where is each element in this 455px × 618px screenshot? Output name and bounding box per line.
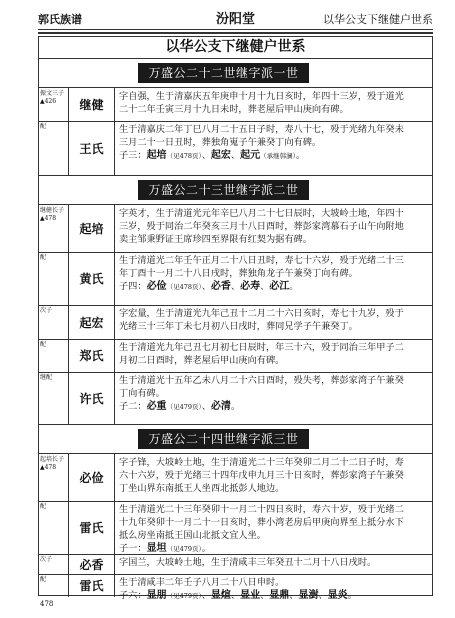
child-name: 必江 [269, 281, 290, 292]
relation-label: 继配 [40, 374, 53, 381]
generation-banner: 万盛公二十四世继字派三世 [138, 429, 309, 449]
relation-note [39, 554, 69, 574]
child-page-ref: （见479页） [166, 545, 202, 553]
child-name: 显澍 [298, 590, 319, 601]
biography-line: 生于清咸丰二年壬子八月二十八日申时。 [119, 577, 285, 588]
children-list: 子二：必重（见479页）、必清。 [119, 401, 241, 412]
person-row [39, 339, 432, 373]
relation-note [39, 372, 69, 424]
person-biography [114, 252, 432, 305]
relation-label: 振文三子 [40, 90, 65, 97]
genealogy-table [38, 36, 433, 601]
child-name: 显朋 [146, 590, 167, 601]
person-name: 必俭 [69, 454, 115, 501]
relation-note [39, 252, 69, 305]
relation-note [39, 88, 69, 121]
biography-line: 二十二年壬寅三月十九日未时，葬老屋后甲山庚向有碑。 [119, 104, 349, 115]
child-name: 显鼎 [269, 590, 290, 601]
person-name: 雷氏 [69, 501, 115, 554]
person-row [39, 88, 432, 122]
person-name: 起宏 [69, 305, 115, 339]
person-row [39, 205, 432, 253]
child-name: 显坦 [146, 543, 167, 554]
person-name: 起培 [69, 205, 115, 252]
biography-line: 十九年癸卯十一月二十一日亥时，葬小湾老房后甲庚向界至上抵分水下 [119, 517, 404, 528]
person-biography [114, 574, 432, 601]
person-name: 郑氏 [69, 339, 115, 372]
child-name: 必重 [146, 401, 167, 412]
person-biography [114, 372, 432, 424]
table-title: 以华公支下继健户世系 [39, 37, 432, 59]
biography-line: 年丁酉十一月二十八日戌时，葬独角龙子午兼癸丁向有碑。 [119, 268, 358, 279]
biography-line: 生于清道光十五年乙未八月二十六日酉时，殁失考，葬彭家湾子午兼癸 [119, 375, 404, 386]
person-biography [114, 305, 432, 339]
biography-line: 字自强，生于清嘉庆五年庚申十月十九日亥时，年四十三岁，殁于道光 [119, 91, 404, 102]
relation-note [39, 339, 69, 372]
child-page-ref: （见478页） [166, 152, 202, 160]
child-name: 显炎 [327, 590, 348, 601]
children-count-label: 子三： [119, 150, 147, 161]
person-name: 王氏 [69, 121, 115, 175]
biography-line: 三岁，殁于同治二年癸亥三月十八日酉时，葬彭家湾慕石子山午向附地 [119, 221, 404, 232]
relation-note [39, 501, 69, 554]
person-row [39, 252, 432, 306]
biography-line: 生于清道光二年壬午正月二十八日丑时，寿七十六岁，殁于光绪二十三 [119, 255, 404, 266]
biography-line: 六十六岁，殁于光绪三十四年戊申九月三十日亥时，葬彭家湾子午兼癸 [119, 470, 404, 481]
person-name: 必香 [69, 554, 115, 574]
biography-line: 生于清嘉庆二年丁巳八月二十五日子时，寿八十七，殁于光绪九年癸未 [119, 124, 404, 135]
child-name: 必寿 [240, 281, 261, 292]
biography-line: 丁向有碑。 [119, 388, 165, 399]
person-biography [114, 88, 432, 121]
relation-label: 起培长子 [40, 456, 65, 463]
generation-banner: 万盛公二十二世继字派一世 [138, 63, 309, 83]
children-list: 子三：起培（见478页）、起宏、起元（承继韩澜）。 [119, 150, 306, 161]
person-name: 黄氏 [69, 252, 115, 305]
page-header [38, 8, 433, 28]
person-biography [114, 339, 432, 372]
child-name: 显煊 [210, 590, 231, 601]
children-count-label: 子六： [119, 590, 147, 601]
person-row [39, 454, 432, 502]
child-name: 必清 [210, 401, 231, 412]
biography-line: 丁坐山界东南抵王人坐西北抵彭人地边。 [119, 483, 285, 494]
child-name: 起培 [146, 150, 167, 161]
children-count-label: 子二： [119, 401, 147, 412]
child-name: 起宏 [210, 150, 231, 161]
relation-label: 继健长子 [40, 207, 65, 214]
page-number: 478 [40, 600, 54, 608]
relation-label: 次子 [40, 307, 53, 314]
person-biography [114, 205, 432, 252]
child-name: 必俭 [146, 281, 167, 292]
biography-line: 抵么房坐南抵王国山北抵文宜人坐。 [119, 530, 266, 541]
children-list: 子六：显朋（见479页）、显煊、显业、显鼎、显澍、显炎。 [119, 590, 357, 601]
relation-note [39, 574, 69, 597]
biography-line: 光绪三十三年丁未七月初八日戌时，葬同兄学子午兼癸丁。 [119, 321, 358, 332]
person-row [39, 305, 432, 340]
biography-line: 字子锋，大坡岭土地，生于清道光二十三年癸卯二月二十二日子时，寿 [119, 457, 404, 468]
children-count-label: 子四： [119, 281, 147, 292]
relation-label: 配 [40, 123, 47, 130]
page-ref-marker: ▲478 [40, 215, 57, 222]
child-name: 显业 [240, 590, 261, 601]
person-biography [114, 554, 432, 574]
biography-line: 生于清道光九年己丑七月初七日辰时，年三十六，殁于同治三年甲子二 [119, 342, 404, 353]
relation-label: 配 [40, 576, 47, 583]
person-row [39, 372, 432, 425]
generation-banner: 万盛公二十三世继字派二世 [138, 180, 309, 200]
relation-note [39, 121, 69, 175]
header-rule [38, 29, 433, 30]
person-name: 雷氏 [69, 574, 115, 597]
relation-label: 配 [40, 341, 47, 348]
header-rule-thick [38, 32, 433, 34]
child-page-ref: （承继韩澜） [260, 152, 296, 160]
relation-note [39, 454, 69, 501]
biography-line: 生于清道光二十三年癸卯十一月二十四日亥时，寿六十岁，殁于光绪二 [119, 504, 404, 515]
header-book-title: 郭氏族谱 [38, 13, 82, 26]
person-row [39, 121, 432, 176]
children-list: 子四：必俭（见478页）、必香、必寿、必江。 [119, 281, 299, 292]
page-ref-marker: ▲478 [40, 464, 57, 471]
relation-label: 配 [40, 254, 47, 261]
children-list: 子一：显坦（见479页）。 [119, 543, 211, 554]
child-page-ref: （见479页） [166, 592, 202, 600]
relation-label: 配 [40, 503, 47, 510]
biography-line: 字英才，生于清道光元年辛巳八月二十七日辰时，大坡岭土地，年四十 [119, 208, 404, 219]
relation-label: 次子 [40, 556, 53, 563]
page-ref-marker: ▲426 [40, 98, 57, 105]
person-row [39, 554, 432, 575]
person-name: 继健 [69, 88, 115, 121]
person-row [39, 501, 432, 555]
children-count-label: 子一： [119, 543, 147, 554]
child-name: 必香 [210, 281, 231, 292]
biography-line: 字国兰，大坡岭土地，生于清咸丰三年癸丑十二月十八日戌时。 [119, 557, 377, 568]
relation-note [39, 305, 69, 339]
person-name: 许氏 [69, 372, 115, 424]
person-row [39, 574, 432, 601]
person-biography [114, 454, 432, 501]
relation-note [39, 205, 69, 252]
child-name: 起元 [240, 150, 261, 161]
child-page-ref: （见479页） [166, 403, 202, 411]
child-page-ref: （见478页） [166, 283, 202, 291]
header-hall-name: 汾阳堂 [215, 12, 256, 27]
header-section-title: 以华公支下继健户世系 [323, 13, 433, 26]
biography-line: 卖主邹秉野证王席珍四至界限有红契为据有碑。 [119, 234, 312, 245]
person-biography [114, 121, 432, 175]
biography-line: 月初二日酉时，葬老屋后甲山庚向有碑。 [119, 355, 285, 366]
person-biography [114, 501, 432, 554]
biography-line: 三月二十一日丑时，葬独角嵬子午兼癸丁向有碑。 [119, 137, 322, 148]
biography-line: 字宏量，生于清道光九年己丑十二月二十六日亥时，寿七十九岁，殁于 [119, 308, 404, 319]
